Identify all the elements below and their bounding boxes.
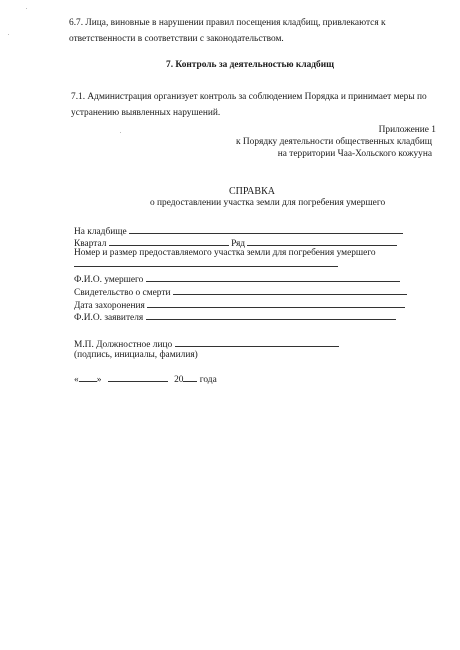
signature-official[interactable]	[74, 337, 339, 351]
date-year-line[interactable]	[183, 372, 197, 382]
scan-speck	[26, 8, 27, 9]
field-plot-number-size-label: Номер и размер предоставляемого участка земли для погребения умершего	[74, 248, 376, 258]
signature-hint: (подпись, инициалы, фамилия)	[74, 350, 198, 360]
date-year-prefix: 20	[174, 375, 184, 385]
date-quote-close: »	[96, 375, 102, 385]
appendix-line3: на территории Чаа-Хольского кожууна	[277, 149, 432, 159]
scan-speck	[8, 34, 9, 35]
appendix-line1: Приложение 1	[378, 125, 436, 135]
field-deceased-name[interactable]	[74, 272, 400, 286]
date-year-suffix: года	[199, 375, 217, 385]
field-plot-number-size-line[interactable]	[74, 266, 338, 267]
field-burial-date-line[interactable]	[147, 298, 405, 308]
field-row-line[interactable]	[247, 236, 397, 246]
field-deceased-name-line[interactable]	[146, 272, 400, 282]
field-applicant-name[interactable]	[74, 310, 396, 324]
date-line[interactable]	[74, 372, 217, 386]
date-quote-open: «	[74, 375, 79, 385]
field-burial-date-label: Дата захоронения	[74, 301, 145, 311]
field-death-certificate-line[interactable]	[173, 285, 407, 295]
signature-line[interactable]	[175, 337, 339, 347]
certificate-subtitle: о предоставлении участка земли для погребения умершего	[150, 198, 386, 208]
clause-7-1-line1: 7.1. Администрация организует контроль за соблюдением Порядка и принимает меры по	[71, 92, 427, 102]
date-month-line[interactable]	[108, 372, 168, 382]
field-cemetery-line[interactable]	[129, 224, 403, 234]
field-quarter-line[interactable]	[109, 236, 229, 246]
field-cemetery-label: На кладбище	[74, 227, 127, 237]
clause-7-1-line2: устранению выявленных нарушений.	[71, 108, 221, 118]
field-quarter-label: Квартал	[74, 239, 107, 249]
field-applicant-name-label: Ф.И.О. заявителя	[74, 313, 144, 323]
field-death-certificate-label: Свидетельство о смерти	[74, 288, 171, 298]
date-day-line[interactable]	[79, 372, 97, 382]
scan-speck	[120, 132, 121, 133]
field-deceased-name-label: Ф.И.О. умершего	[74, 275, 144, 285]
clause-6-7-line2: ответственности в соответствии с законодательством.	[69, 34, 284, 44]
signature-official-label: М.П. Должностное лицо	[74, 340, 173, 350]
clause-6-7-line1: 6.7. Лица, виновные в нарушении правил посещения кладбищ, привлекаются к	[69, 18, 386, 28]
field-row-label: Ряд	[231, 239, 246, 249]
appendix-line2: к Порядку деятельности общественных кладбищ	[236, 137, 432, 147]
certificate-title: СПРАВКА	[229, 186, 275, 197]
field-death-certificate[interactable]	[74, 285, 407, 299]
section-7-heading: 7. Контроль за деятельностью кладбищ	[166, 60, 335, 70]
field-applicant-name-line[interactable]	[146, 310, 396, 320]
